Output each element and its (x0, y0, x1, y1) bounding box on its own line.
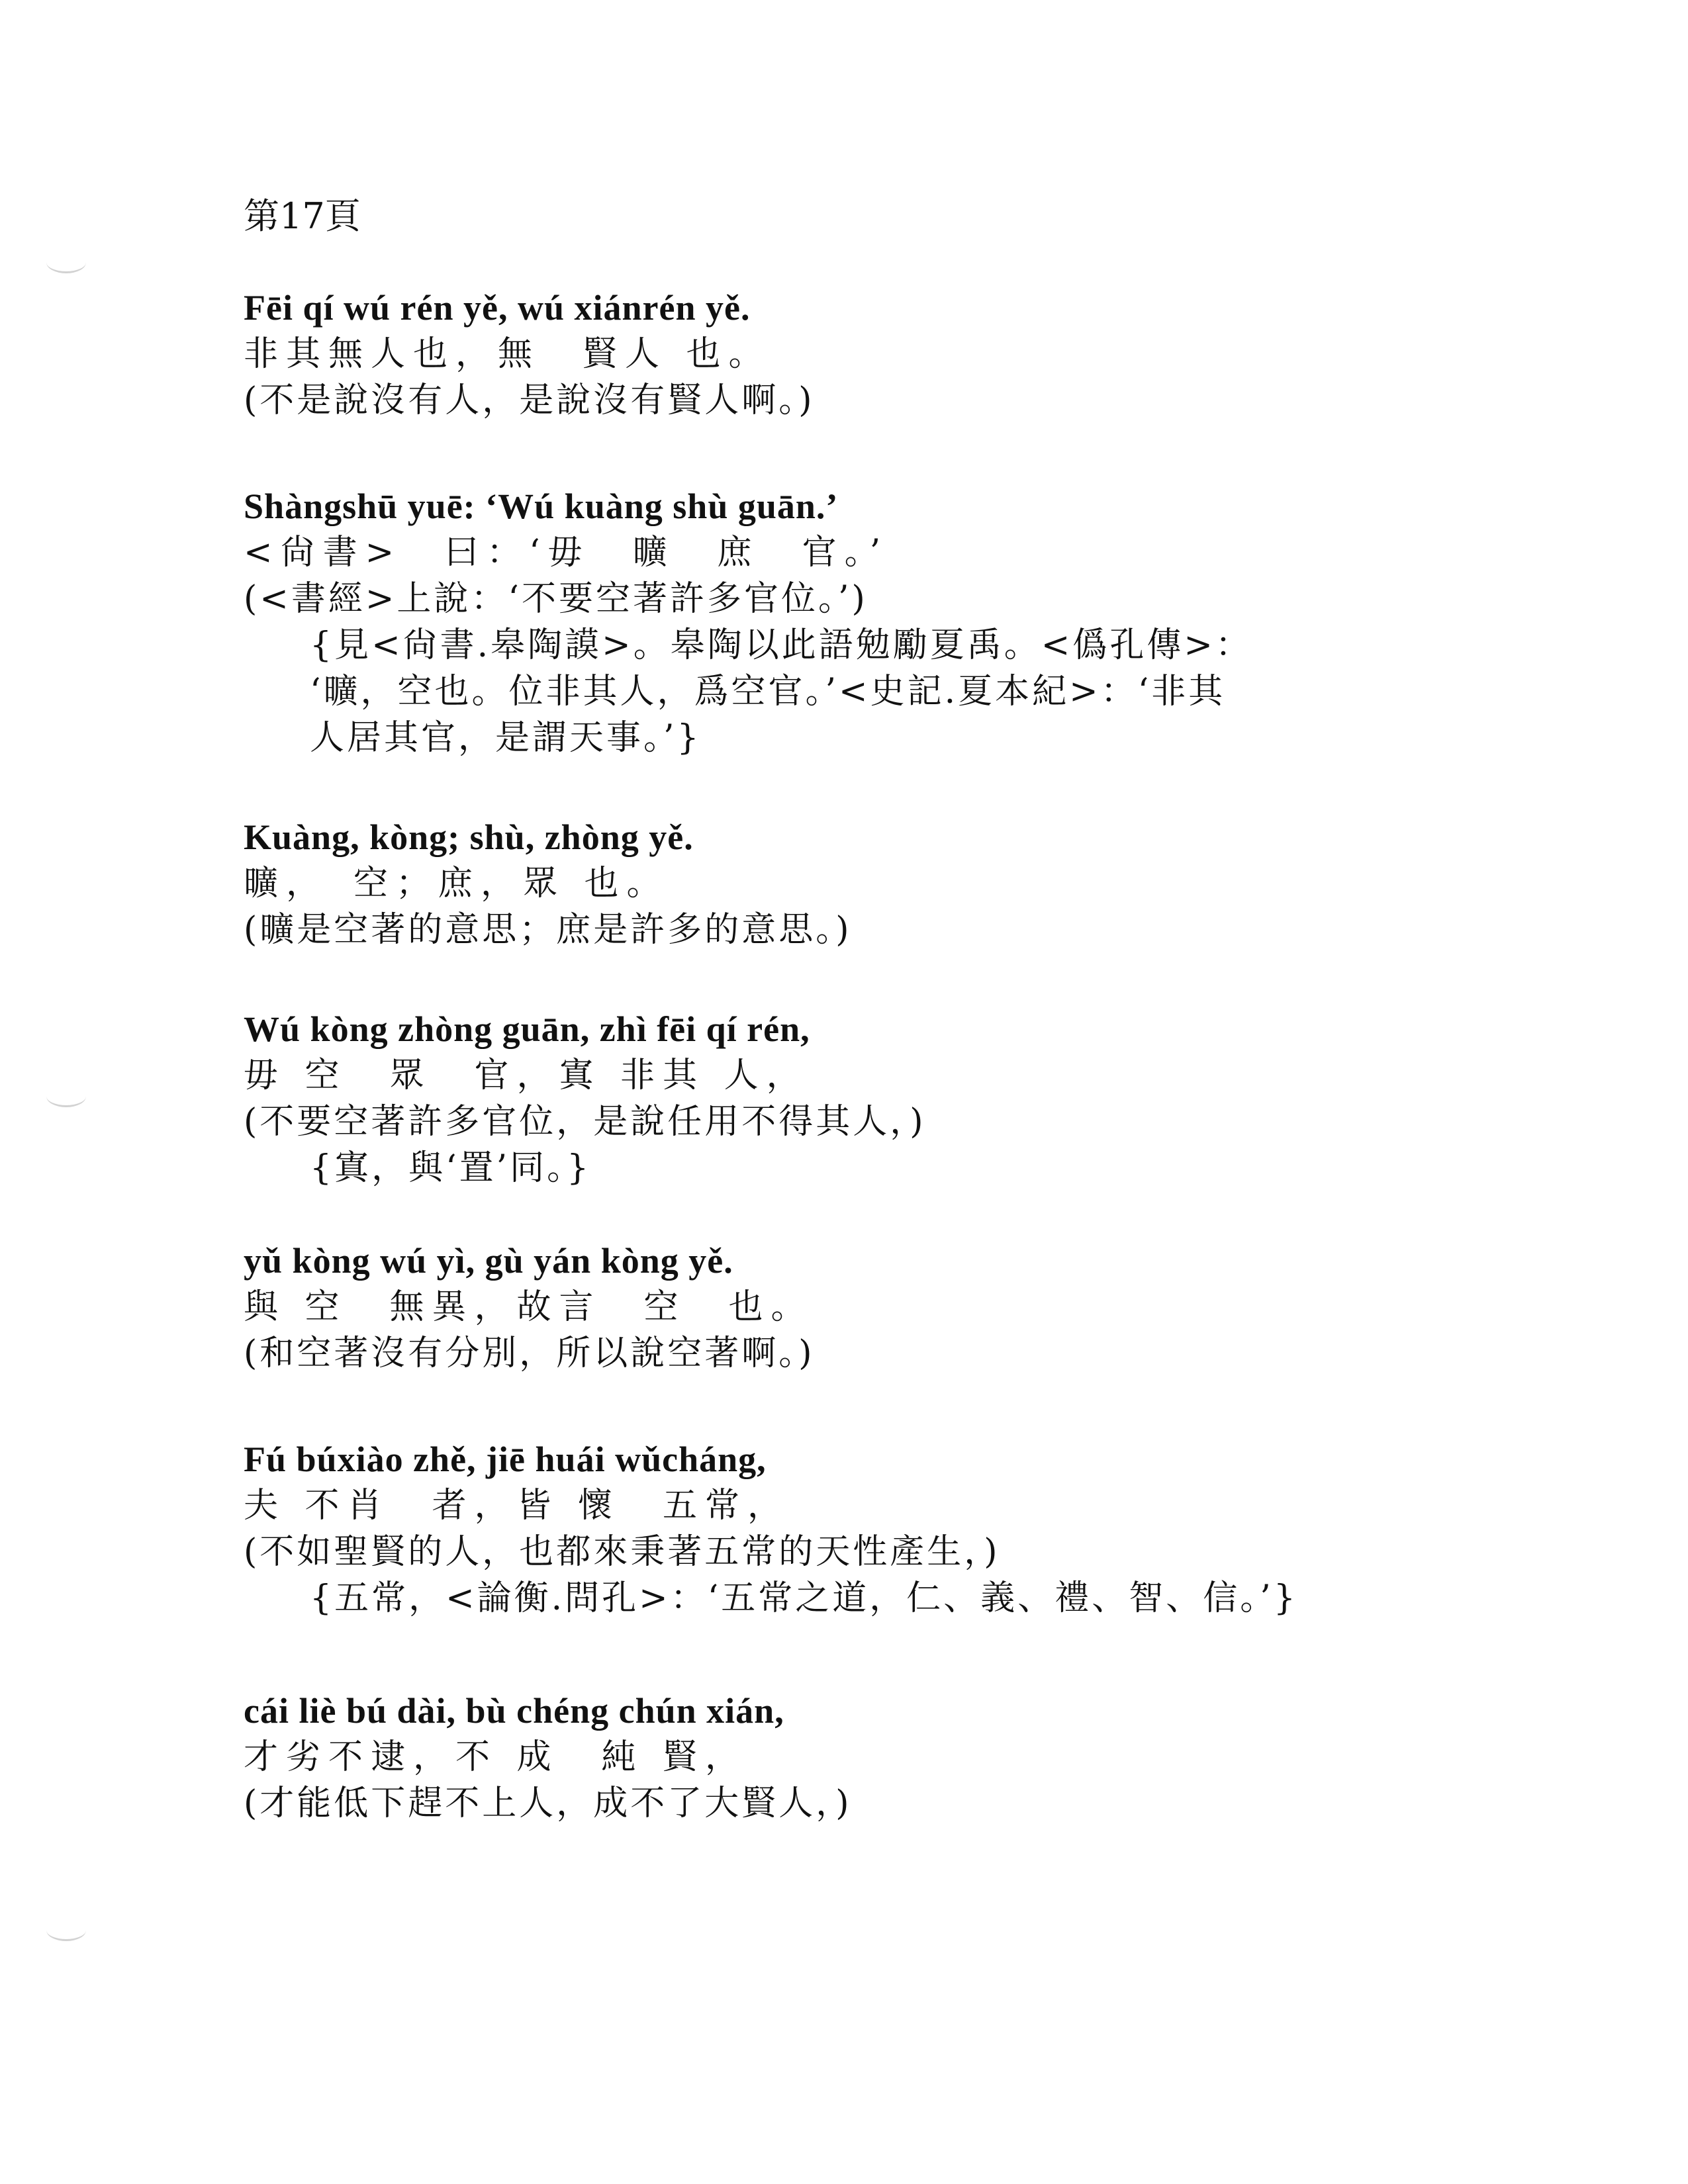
pinyin-line: Fú búxiào zhě, jiē huái wǔcháng, (244, 1439, 767, 1479)
scan-margin-mark (46, 251, 86, 273)
pinyin-line: Kuàng, kòng; shù, zhòng yě. (244, 817, 694, 857)
gloss-line: (才能低下趕不上人，成不了大賢人，) (244, 1784, 852, 1823)
gloss-line: (曠是空著的意思；庶是許多的意思。) (244, 910, 852, 950)
stanza (244, 285, 1501, 424)
pinyin-line: Wú kòng zhòng guān, zhì fēi qí rén, (244, 1009, 810, 1049)
hanzi-line: 非其無人也，無 賢人 也。 (244, 334, 771, 374)
pinyin-line: Shàngshū yuē: ‘Wú kuàng shù guān.’ (244, 486, 839, 526)
page-title: 第17頁 (244, 195, 361, 237)
hanzi-line: 毋 空 眾 官，寘 非其 人， (244, 1056, 809, 1095)
scan-margin-mark (46, 1919, 86, 1941)
note-line: 人居其官，是謂天事。’} (310, 718, 702, 758)
note-line: {寘，與‘置’同。} (310, 1148, 592, 1188)
gloss-line: (不要空著許多官位，是說任用不得其人，) (244, 1102, 926, 1142)
gloss-line: (<書經>上說：‘不要空著許多官位。’) (244, 579, 868, 619)
hanzi-line: 才劣不逮，不 成 純 賢， (244, 1737, 748, 1777)
pinyin-line: Fēi qí wú rén yě, wú xiánrén yě. (244, 288, 751, 328)
note-line: ‘曠，空也。位非其人，爲空官。’<史記.夏本紀>：‘非其 (310, 672, 1226, 711)
pinyin-line: yǔ kòng wú yì, gù yán kòng yě. (244, 1241, 733, 1281)
stanza (244, 1238, 1501, 1377)
note-line: {五常，<論衡.問孔>：‘五常之道，仁、義、禮、智、信。’} (310, 1578, 1298, 1618)
gloss-line: (和空著沒有分別，所以說空著啊。) (244, 1334, 815, 1373)
hanzi-line: 夫 不肖 者，皆 懷 五常， (244, 1486, 790, 1525)
hanzi-line: 與 空 無異，故言 空 也。 (244, 1287, 814, 1327)
hanzi-line: <尙書> 曰：‘毋 曠 庶 官。’ (244, 533, 889, 572)
stanza (244, 483, 1501, 761)
gloss-line: (不如聖賢的人，也都來秉著五常的天性產生，) (244, 1532, 1000, 1572)
stanza (244, 814, 1501, 953)
stanza (244, 1688, 1501, 1827)
gloss-line: (不是說沒有人，是說沒有賢人啊。) (244, 381, 815, 420)
pinyin-line: cái liè bú dài, bù chéng chún xián, (244, 1691, 784, 1731)
hanzi-line: 曠， 空；庶，眾 也。 (244, 864, 669, 903)
scan-margin-mark (46, 1085, 86, 1107)
stanza (244, 1436, 1501, 1621)
stanza (244, 1006, 1501, 1191)
note-line: {見<尙書.皋陶謨>。皋陶以此語勉勵夏禹。<僞孔傳>： (310, 625, 1252, 665)
